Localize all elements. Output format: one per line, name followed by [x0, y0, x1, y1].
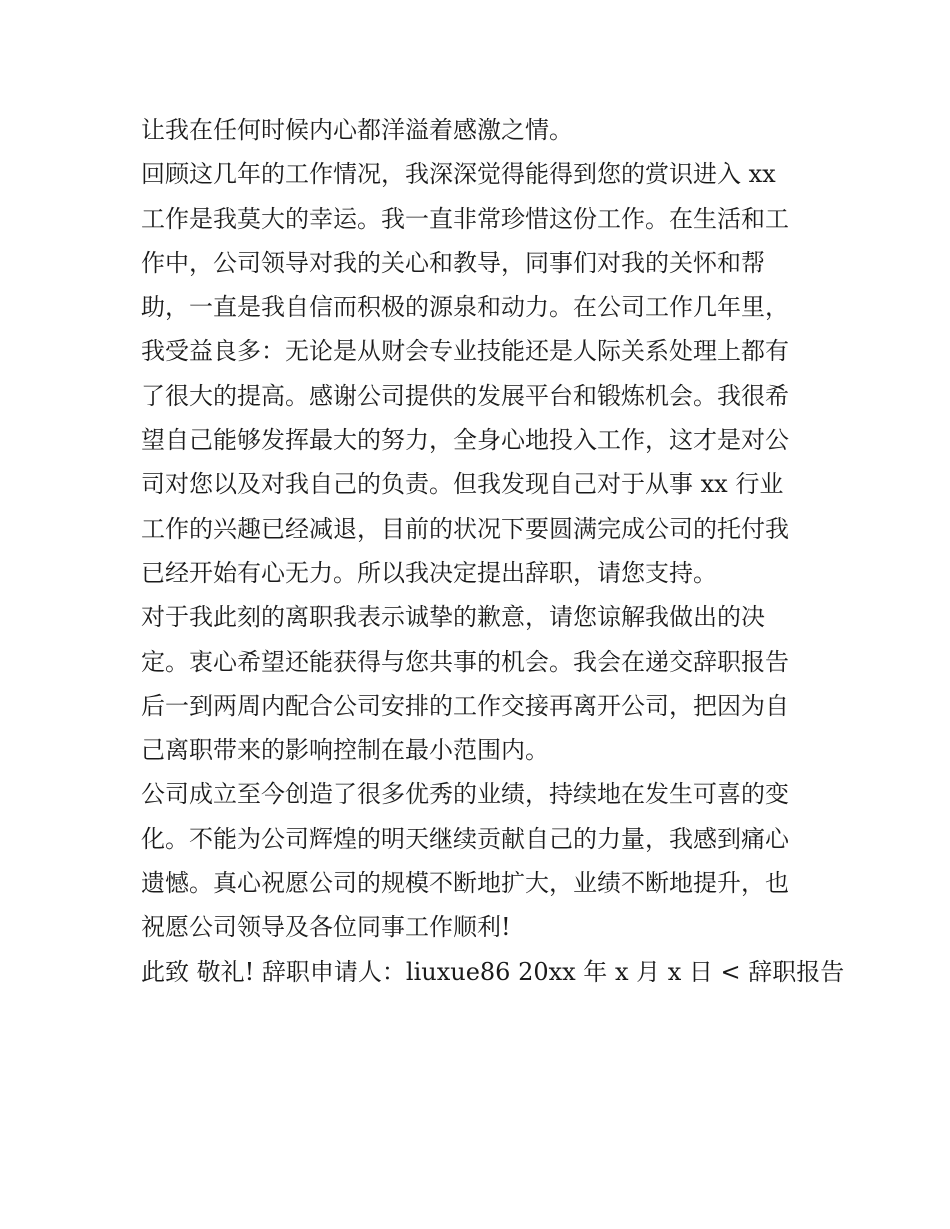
text-line-9: 司对您以及对我自己的负责。但我发现自己对于从事 xx 行业	[141, 470, 784, 499]
text-line-15: 己离职带来的影响控制在最小范围内。	[141, 736, 549, 765]
text-line-13: 定。衷心希望还能获得与您共事的机会。我会在递交辞职报告	[141, 647, 789, 676]
text-line-12: 对于我此刻的离职我表示诚挚的歉意，请您谅解我做出的决	[141, 603, 765, 632]
text-line-16: 公司成立至今创造了很多优秀的业绩，持续地在发生可喜的变	[141, 780, 789, 809]
letter-body	[141, 108, 845, 994]
text-line-5: 助，一直是我自信而积极的源泉和动力。在公司工作几年里，	[141, 293, 789, 322]
text-line-3: 工作是我莫大的幸运。我一直非常珍惜这份工作。在生活和工	[141, 204, 789, 233]
text-line-7: 了很大的提高。感谢公司提供的发展平台和锻炼机会。我很希	[141, 381, 789, 410]
text-line-8: 望自己能够发挥最大的努力，全身心地投入工作，这才是对公	[141, 426, 789, 455]
text-line-4: 作中，公司领导对我的关心和教导，同事们对我的关怀和帮	[141, 248, 765, 277]
text-line-10: 工作的兴趣已经减退，目前的状况下要圆满完成公司的托付我	[141, 514, 789, 543]
text-line-2: 回顾这几年的工作情况，我深深觉得能得到您的赏识进入 xx	[141, 160, 776, 189]
text-line-6: 我受益良多：无论是从财会专业技能还是人际关系处理上都有	[141, 337, 789, 366]
text-line-11: 已经开始有心无力。所以我决定提出辞职，请您支持。	[141, 558, 717, 587]
text-line-19: 祝愿公司领导及各位同事工作顺利!	[141, 913, 511, 942]
text-line-1: 让我在任何时候内心都洋溢着感激之情。	[141, 116, 573, 144]
text-line-17: 化。不能为公司辉煌的明天继续贡献自己的力量，我感到痛心	[141, 824, 789, 853]
text-line-18: 遗憾。真心祝愿公司的规模不断地扩大，业绩不断地提升，也	[141, 869, 789, 898]
text-line-20: 此致 敬礼! 辞职申请人：liuxue86 20xx 年 x 月 x 日 < 辞职报告	[141, 957, 845, 986]
text-line-14: 后一到两周内配合公司安排的工作交接再离开公司，把因为自	[141, 691, 789, 720]
